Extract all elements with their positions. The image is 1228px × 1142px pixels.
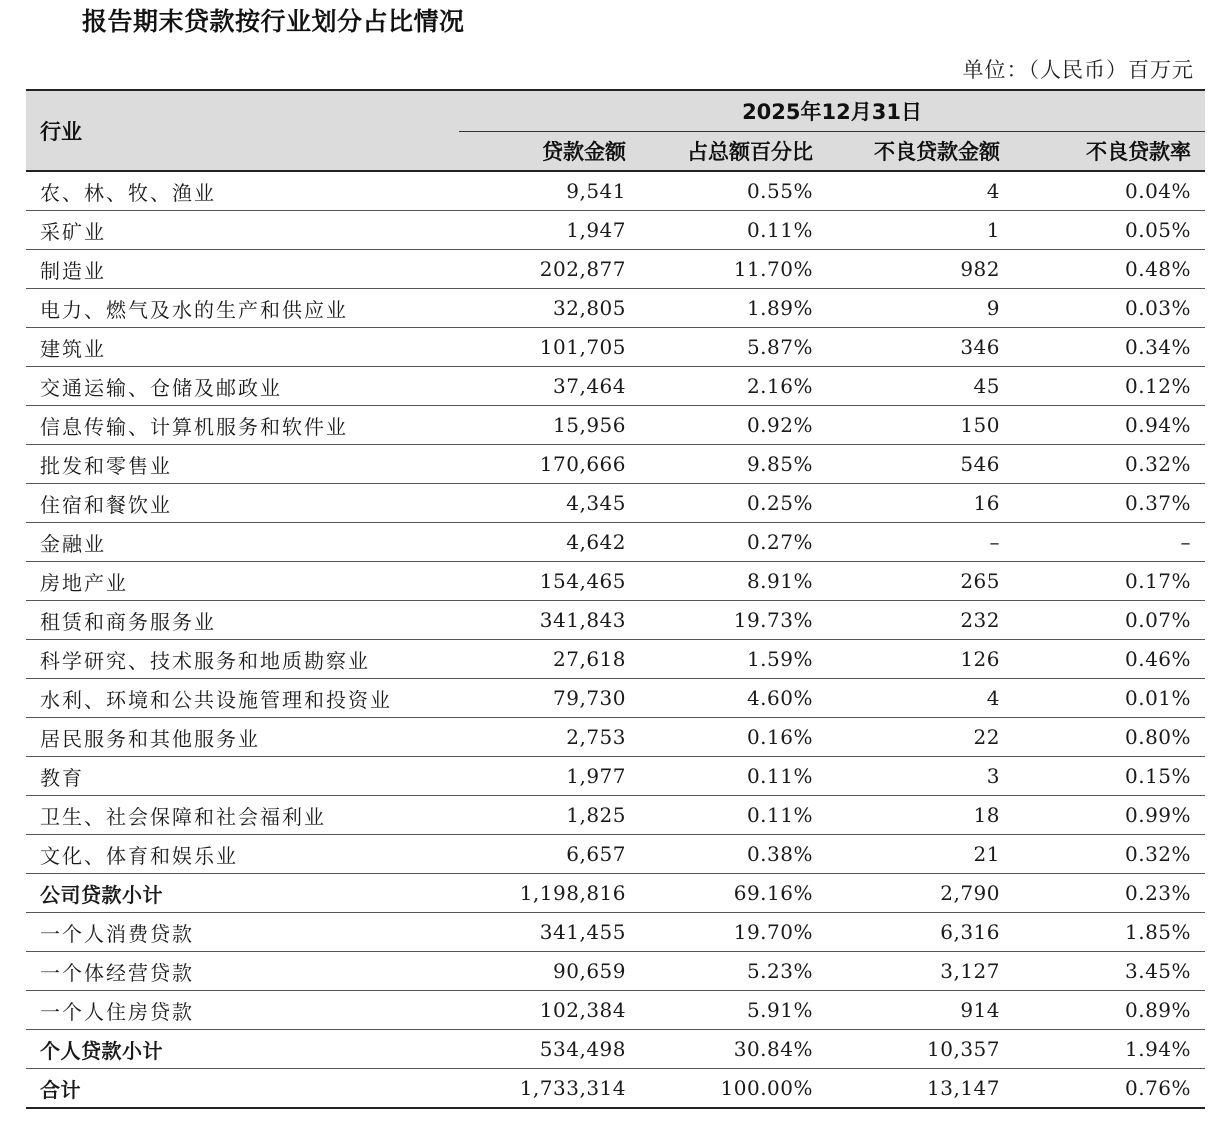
- industry-cell: 一个人消费贷款: [26, 913, 459, 952]
- table-row: [26, 250, 1205, 289]
- table-row: [26, 874, 1205, 913]
- loan-amount-cell: 341,843: [459, 601, 640, 640]
- share-percent-cell: 0.11%: [640, 757, 827, 796]
- npl-rate-cell: 0.01%: [1014, 679, 1205, 718]
- loan-amount-cell: 154,465: [459, 562, 640, 601]
- share-percent-cell: 0.55%: [640, 171, 827, 211]
- table-row: [26, 1069, 1205, 1109]
- page-title: 报告期末贷款按行业划分占比情况: [82, 7, 465, 36]
- loan-amount-cell: 6,657: [459, 835, 640, 874]
- npl-rate-cell: 0.07%: [1014, 601, 1205, 640]
- npl-rate-cell: 3.45%: [1014, 952, 1205, 991]
- loan-amount-cell: 1,947: [459, 211, 640, 250]
- npl-rate-cell: 0.80%: [1014, 718, 1205, 757]
- share-percent-cell: 2.16%: [640, 367, 827, 406]
- table-row: [26, 445, 1205, 484]
- industry-cell: 电力、燃气及水的生产和供应业: [26, 289, 459, 328]
- loan-amount-cell: 9,541: [459, 171, 640, 211]
- unit-label: 单位：（人民币）百万元: [962, 58, 1194, 82]
- npl-amount-cell: 9: [827, 289, 1014, 328]
- share-percent-cell: 1.89%: [640, 289, 827, 328]
- share-percent-cell: 1.59%: [640, 640, 827, 679]
- npl-rate-cell: 0.15%: [1014, 757, 1205, 796]
- npl-rate-cell: –: [1014, 523, 1205, 562]
- industry-cell: 文化、体育和娱乐业: [26, 835, 459, 874]
- loan-industry-table: [26, 89, 1205, 1109]
- npl-amount-cell: 10,357: [827, 1030, 1014, 1069]
- share-percent-cell: 0.11%: [640, 796, 827, 835]
- date-column-header: 2025年12月31日: [459, 90, 1205, 132]
- table-row: [26, 562, 1205, 601]
- npl-rate-cell: 0.89%: [1014, 991, 1205, 1030]
- table-row: [26, 406, 1205, 445]
- loan-amount-cell: 202,877: [459, 250, 640, 289]
- table-row: [26, 523, 1205, 562]
- industry-cell: 住宿和餐饮业: [26, 484, 459, 523]
- industry-column-header: 行业: [26, 90, 459, 171]
- table-row: [26, 484, 1205, 523]
- share-percent-cell: 5.91%: [640, 991, 827, 1030]
- npl-rate-cell: 0.04%: [1014, 171, 1205, 211]
- table-row: [26, 328, 1205, 367]
- loan-amount-cell: 37,464: [459, 367, 640, 406]
- npl-amount-cell: 150: [827, 406, 1014, 445]
- table-row: [26, 601, 1205, 640]
- npl-rate-cell: 0.37%: [1014, 484, 1205, 523]
- loan-amount-cell: 1,825: [459, 796, 640, 835]
- npl-amount-cell: 3,127: [827, 952, 1014, 991]
- table-row: [26, 1030, 1205, 1069]
- industry-cell: 批发和零售业: [26, 445, 459, 484]
- npl-amount-cell: 22: [827, 718, 1014, 757]
- share-percent-cell: 0.11%: [640, 211, 827, 250]
- industry-cell: 卫生、社会保障和社会福利业: [26, 796, 459, 835]
- npl-amount-cell: 16: [827, 484, 1014, 523]
- industry-cell: 农、林、牧、渔业: [26, 171, 459, 211]
- loan-amount-header: 贷款金额: [459, 132, 640, 172]
- share-percent-cell: 0.92%: [640, 406, 827, 445]
- industry-cell: 房地产业: [26, 562, 459, 601]
- industry-cell: 信息传输、计算机服务和软件业: [26, 406, 459, 445]
- industry-cell: 租赁和商务服务业: [26, 601, 459, 640]
- industry-cell: 个人贷款小计: [26, 1030, 459, 1069]
- npl-amount-cell: 18: [827, 796, 1014, 835]
- share-percent-cell: 100.00%: [640, 1069, 827, 1109]
- industry-cell: 制造业: [26, 250, 459, 289]
- npl-rate-cell: 0.46%: [1014, 640, 1205, 679]
- npl-amount-cell: 6,316: [827, 913, 1014, 952]
- loan-amount-cell: 170,666: [459, 445, 640, 484]
- share-percent-cell: 0.25%: [640, 484, 827, 523]
- npl-amount-cell: 3: [827, 757, 1014, 796]
- npl-rate-cell: 0.17%: [1014, 562, 1205, 601]
- industry-cell: 水利、环境和公共设施管理和投资业: [26, 679, 459, 718]
- npl-amount-cell: 265: [827, 562, 1014, 601]
- npl-rate-cell: 1.85%: [1014, 913, 1205, 952]
- industry-cell: 交通运输、仓储及邮政业: [26, 367, 459, 406]
- share-percent-cell: 19.70%: [640, 913, 827, 952]
- npl-amount-cell: 982: [827, 250, 1014, 289]
- loan-amount-cell: 32,805: [459, 289, 640, 328]
- npl-rate-cell: 0.32%: [1014, 445, 1205, 484]
- loan-amount-cell: 4,345: [459, 484, 640, 523]
- loan-amount-cell: 2,753: [459, 718, 640, 757]
- loan-amount-cell: 341,455: [459, 913, 640, 952]
- industry-cell: 采矿业: [26, 211, 459, 250]
- industry-cell: 一个体经营贷款: [26, 952, 459, 991]
- table-row: [26, 289, 1205, 328]
- loan-amount-cell: 534,498: [459, 1030, 640, 1069]
- share-percent-cell: 4.60%: [640, 679, 827, 718]
- npl-rate-cell: 0.03%: [1014, 289, 1205, 328]
- industry-cell: 金融业: [26, 523, 459, 562]
- npl-rate-cell: 0.32%: [1014, 835, 1205, 874]
- npl-amount-cell: 13,147: [827, 1069, 1014, 1109]
- loan-amount-cell: 1,198,816: [459, 874, 640, 913]
- loan-amount-cell: 90,659: [459, 952, 640, 991]
- table-row: [26, 640, 1205, 679]
- npl-rate-cell: 0.23%: [1014, 874, 1205, 913]
- table-row: [26, 367, 1205, 406]
- share-percent-cell: 9.85%: [640, 445, 827, 484]
- industry-cell: 建筑业: [26, 328, 459, 367]
- table-row: [26, 679, 1205, 718]
- share-percent-cell: 0.27%: [640, 523, 827, 562]
- share-percent-cell: 0.16%: [640, 718, 827, 757]
- share-percent-cell: 0.38%: [640, 835, 827, 874]
- npl-rate-cell: 0.99%: [1014, 796, 1205, 835]
- npl-rate-cell: 0.34%: [1014, 328, 1205, 367]
- npl-amount-cell: 346: [827, 328, 1014, 367]
- table-row: [26, 991, 1205, 1030]
- share-percent-cell: 5.23%: [640, 952, 827, 991]
- table-row: [26, 835, 1205, 874]
- npl-amount-cell: 914: [827, 991, 1014, 1030]
- npl-rate-header: 不良贷款率: [1014, 132, 1205, 172]
- npl-amount-header: 不良贷款金额: [827, 132, 1014, 172]
- loan-amount-cell: 101,705: [459, 328, 640, 367]
- npl-amount-cell: 546: [827, 445, 1014, 484]
- npl-amount-cell: 4: [827, 679, 1014, 718]
- share-percent-cell: 69.16%: [640, 874, 827, 913]
- npl-amount-cell: –: [827, 523, 1014, 562]
- npl-amount-cell: 1: [827, 211, 1014, 250]
- share-percent-header: 占总额百分比: [640, 132, 827, 172]
- table-header: [26, 90, 1205, 171]
- share-percent-cell: 30.84%: [640, 1030, 827, 1069]
- loan-amount-cell: 102,384: [459, 991, 640, 1030]
- industry-cell: 合计: [26, 1069, 459, 1109]
- share-percent-cell: 5.87%: [640, 328, 827, 367]
- npl-rate-cell: 0.12%: [1014, 367, 1205, 406]
- industry-cell: 居民服务和其他服务业: [26, 718, 459, 757]
- table-row: [26, 952, 1205, 991]
- industry-cell: 一个人住房贷款: [26, 991, 459, 1030]
- industry-cell: 教育: [26, 757, 459, 796]
- table-row: [26, 211, 1205, 250]
- npl-rate-cell: 0.05%: [1014, 211, 1205, 250]
- share-percent-cell: 8.91%: [640, 562, 827, 601]
- npl-rate-cell: 1.94%: [1014, 1030, 1205, 1069]
- loan-amount-cell: 79,730: [459, 679, 640, 718]
- loan-amount-cell: 1,977: [459, 757, 640, 796]
- npl-rate-cell: 0.76%: [1014, 1069, 1205, 1109]
- npl-rate-cell: 0.94%: [1014, 406, 1205, 445]
- industry-cell: 科学研究、技术服务和地质勘察业: [26, 640, 459, 679]
- npl-amount-cell: 21: [827, 835, 1014, 874]
- npl-amount-cell: 4: [827, 171, 1014, 211]
- loan-amount-cell: 27,618: [459, 640, 640, 679]
- share-percent-cell: 19.73%: [640, 601, 827, 640]
- table-row: [26, 757, 1205, 796]
- loan-amount-cell: 4,642: [459, 523, 640, 562]
- industry-cell: 公司贷款小计: [26, 874, 459, 913]
- npl-rate-cell: 0.48%: [1014, 250, 1205, 289]
- loan-amount-cell: 1,733,314: [459, 1069, 640, 1109]
- table-body: [26, 171, 1205, 1108]
- table-row: [26, 718, 1205, 757]
- npl-amount-cell: 45: [827, 367, 1014, 406]
- npl-amount-cell: 126: [827, 640, 1014, 679]
- share-percent-cell: 11.70%: [640, 250, 827, 289]
- npl-amount-cell: 2,790: [827, 874, 1014, 913]
- table-row: [26, 796, 1205, 835]
- table-row: [26, 171, 1205, 211]
- loan-amount-cell: 15,956: [459, 406, 640, 445]
- table-row: [26, 913, 1205, 952]
- npl-amount-cell: 232: [827, 601, 1014, 640]
